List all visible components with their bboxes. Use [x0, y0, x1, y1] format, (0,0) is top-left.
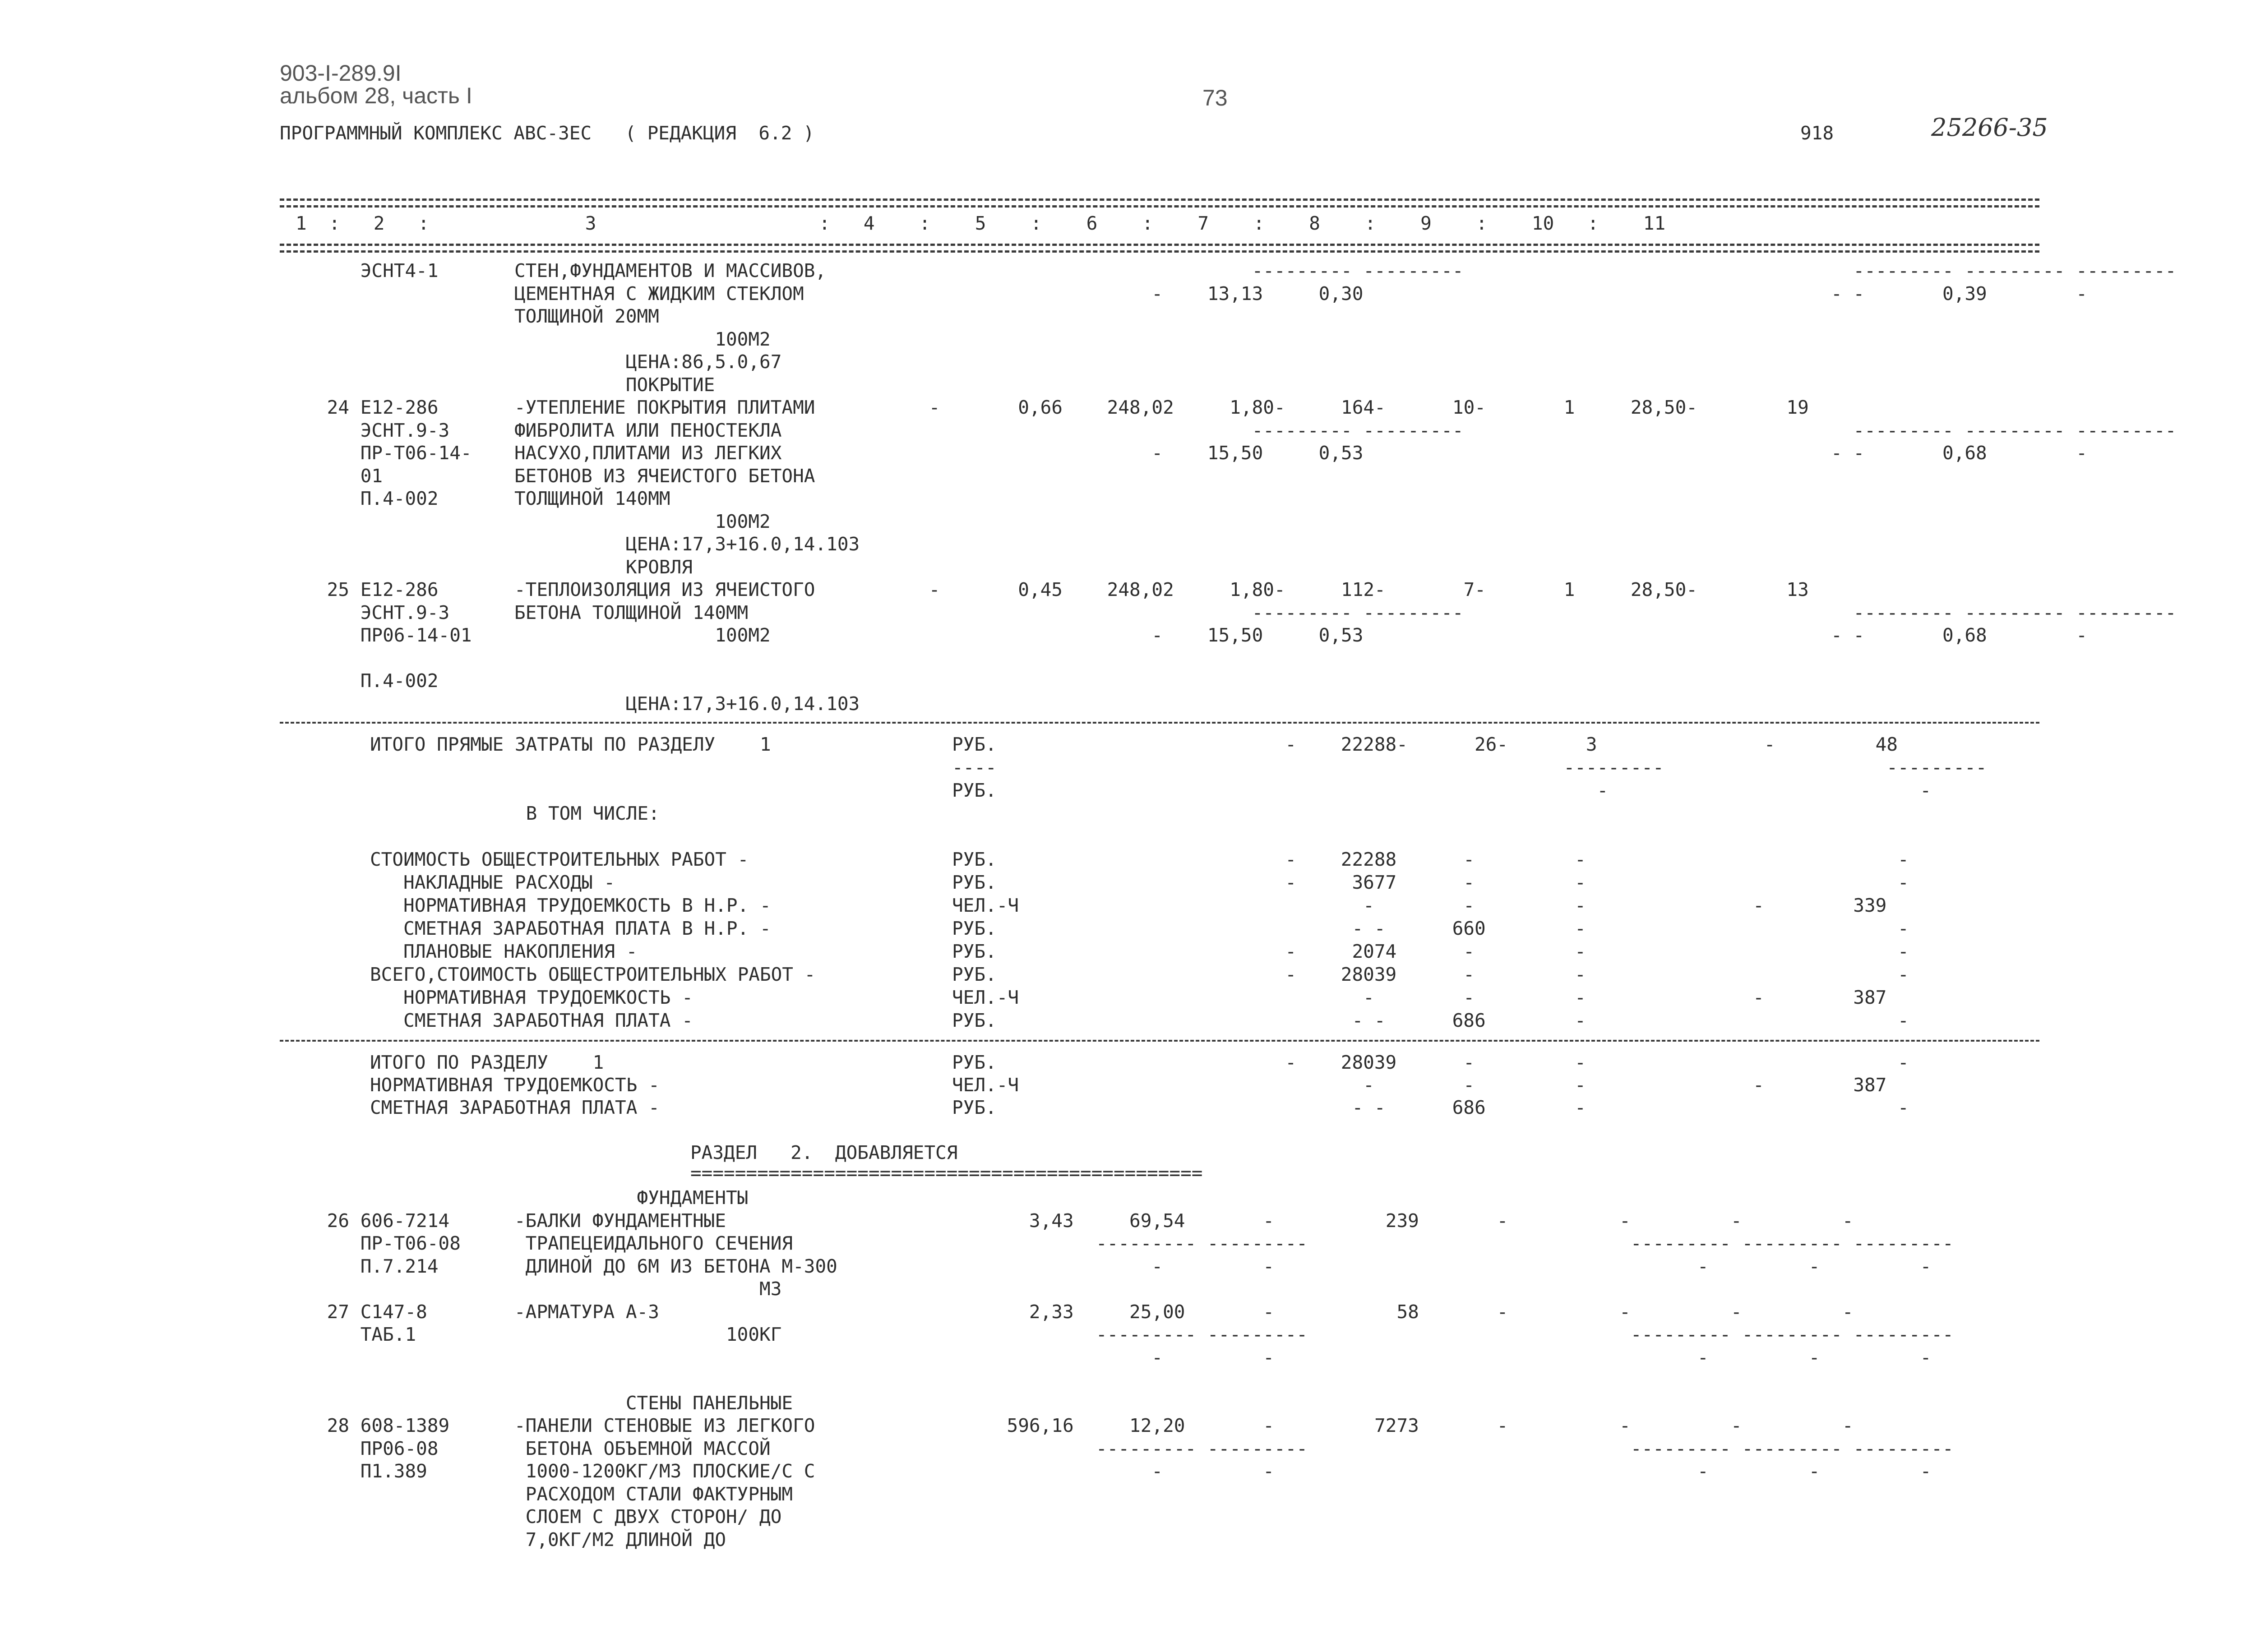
row-description: БЕТОНА ТОЛЩИНОЙ 140ММ: [514, 601, 749, 623]
summary-label: СМЕТНАЯ ЗАРАБОТНАЯ ПЛАТА В Н.Р. -: [370, 918, 771, 939]
row-values: 3,43 69,54 - 239 - - - -: [884, 1209, 1854, 1232]
summary-label: СМЕТНАЯ ЗАРАБОТНАЯ ПЛАТА -: [370, 1097, 660, 1118]
section-2-underline: ==============================================: [690, 1162, 1203, 1184]
row-values: - 13,13 0,30 - - 0,39 -: [884, 282, 2087, 305]
row-values: --------- --------- --------- --------- ---------: [884, 1232, 1954, 1254]
summary-values: - 28039 - - -: [1051, 1052, 1909, 1073]
row-code: ЭСНТ4-1: [316, 260, 439, 281]
row-values: - 0,45 248,02 1,80- 112- 7- 1 28,50- 13: [884, 579, 1809, 600]
row-values: - 0,66 248,02 1,80- 164- 10- 1 28,50- 19: [884, 397, 1809, 418]
program-title: ПРОГРАММНЫЙ КОМПЛЕКС АВС-3ЕС ( РЕДАКЦИЯ 6.2 ): [280, 122, 814, 144]
row-values: --------- --------- --------- --------- ---------: [884, 419, 2177, 441]
row-description: ПОКРЫТИЕ: [514, 374, 715, 396]
row-values: 2,33 25,00 - 58 - - - -: [884, 1301, 1854, 1323]
table-top-rule: [280, 198, 2039, 201]
row-code: П1.389: [316, 1460, 427, 1482]
row-description: 100М2: [514, 624, 771, 646]
row-description: БЕТОНОВ ИЗ ЯЧЕИСТОГО БЕТОНА: [514, 465, 815, 487]
summary-unit: ЧЕЛ.-Ч: [952, 987, 1019, 1008]
row-description: НАСУХО,ПЛИТАМИ ИЗ ЛЕГКИХ: [514, 442, 782, 464]
row-values: - 15,50 0,53 - - 0,68 -: [884, 442, 2087, 464]
summary-values: - - - - 387: [1051, 987, 1887, 1008]
row-description: 100М2: [514, 510, 771, 532]
summary-label: ИТОГО ПРЯМЫЕ ЗАТРАТЫ ПО РАЗДЕЛУ 1: [370, 734, 771, 755]
summary-unit: ----: [952, 757, 997, 778]
row-code: ТАБ.1: [316, 1324, 416, 1345]
row-values: - - - - -: [884, 1255, 1932, 1277]
row-code: П.4-002: [316, 488, 439, 509]
summary-values: - 22288- 26- 3 - 48: [1051, 734, 1898, 755]
row-code: 27 С147-8: [316, 1301, 427, 1323]
summary-label: В ТОМ ЧИСЛЕ:: [370, 803, 660, 824]
table-top-rule-2: [280, 205, 2039, 208]
row-description: -ПАНЕЛИ СТЕНОВЫЕ ИЗ ЛЕГКОГО: [514, 1415, 815, 1436]
summary-values: - 2074 - - -: [1051, 941, 1909, 962]
row-values: --------- --------- --------- --------- ---------: [884, 260, 2177, 281]
row-description: ЦЕМЕНТНАЯ С ЖИДКИМ СТЕКЛОМ: [514, 282, 804, 305]
row-code: П.4-002: [316, 670, 439, 692]
row-description: -АРМАТУРА А-3: [514, 1301, 659, 1323]
row-code: ЭСНТ.9-3: [316, 419, 450, 441]
summary-unit: ЧЕЛ.-Ч: [952, 1074, 1019, 1096]
summary-label: НОРМАТИВНАЯ ТРУДОЕМКОСТЬ -: [370, 987, 693, 1008]
row-values: 596,16 12,20 - 7273 - - - -: [884, 1415, 1854, 1436]
row-values: - - - - -: [884, 1460, 1932, 1482]
archive-number: 25266-35: [1931, 113, 2048, 142]
row-description: БЕТОНА ОБЪЕМНОЙ МАССОЙ: [514, 1437, 771, 1459]
row-values: --------- --------- --------- --------- ---------: [884, 1437, 1954, 1459]
album-label: альбом 28, часть I: [280, 83, 472, 108]
summary-values: - - - - 387: [1051, 1074, 1887, 1096]
row-values: - 15,50 0,53 - - 0,68 -: [884, 624, 2087, 646]
row-description: СЛОЕМ С ДВУХ СТОРОН/ ДО: [514, 1506, 782, 1527]
column-header-rule-2: [280, 250, 2039, 253]
section-total-rule: [280, 1040, 2039, 1042]
row-description: 1000-1200КГ/М3 ПЛОСКИЕ/С С: [514, 1460, 815, 1482]
row-code: 25 Е12-286: [316, 579, 439, 600]
page-number: 73: [1202, 85, 1228, 111]
column-header-row: 1 : 2 : 3 : 4 : 5 : 6 : 7 : 8 : 9 : 10 : 11: [296, 212, 1666, 234]
row-description: ФИБРОЛИТА ИЛИ ПЕНОСТЕКЛА: [514, 419, 782, 441]
row-code: 28 608-1389: [316, 1415, 450, 1436]
summary-unit: РУБ.: [952, 872, 997, 893]
row-description: ЦЕНА:17,3+16.0,14.103: [514, 533, 860, 555]
row-code: ЭСНТ.9-3: [316, 601, 450, 623]
section-2-title: РАЗДЕЛ 2. ДОБАВЛЯЕТСЯ: [690, 1142, 958, 1163]
summary-label: НОРМАТИВНАЯ ТРУДОЕМКОСТЬ -: [370, 1074, 660, 1096]
summary-label: СМЕТНАЯ ЗАРАБОТНАЯ ПЛАТА -: [370, 1010, 693, 1031]
row-code: 24 Е12-286: [316, 397, 439, 418]
row-description: РАСХОДОМ СТАЛИ ФАКТУРНЫМ: [514, 1483, 793, 1505]
row-description: М3: [514, 1278, 782, 1300]
summary-values: --------- ---------: [1051, 757, 1987, 778]
summary-values: - - 686 - -: [1051, 1010, 1909, 1031]
row-description: ЦЕНА:17,3+16.0,14.103: [514, 692, 860, 715]
summary-unit: РУБ.: [952, 918, 997, 939]
summary-unit: ЧЕЛ.-Ч: [952, 895, 1019, 916]
row-description: 7,0КГ/М2 ДЛИНОЙ ДО: [514, 1528, 726, 1550]
row-code: ПР-Т06-08: [316, 1232, 461, 1254]
summary-unit: РУБ.: [952, 941, 997, 962]
summary-values: - 3677 - - -: [1051, 872, 1909, 893]
row-values: - - - - -: [884, 1346, 1932, 1368]
row-description: 100КГ: [514, 1324, 782, 1345]
row-code: 01: [316, 465, 383, 487]
summary-unit: РУБ.: [952, 964, 997, 985]
row-code: ПР06-08: [316, 1437, 439, 1459]
row-code: П.7.214: [316, 1255, 439, 1277]
summary-label: ПЛАНОВЫЕ НАКОПЛЕНИЯ -: [370, 941, 638, 962]
summary-unit: РУБ.: [952, 1052, 997, 1073]
row-description: ТОЛЩИНОЙ 140ММ: [514, 488, 670, 509]
summary-values: - - - - 339: [1051, 895, 1887, 916]
summary-values: - - 660 - -: [1051, 918, 1909, 939]
summary-unit: РУБ.: [952, 780, 997, 801]
row-description: ТРАПЕЦЕИДАЛЬНОГО СЕЧЕНИЯ: [514, 1232, 793, 1254]
row-description: -БАЛКИ ФУНДАМЕНТНЫЕ: [514, 1209, 726, 1232]
summary-label: НАКЛАДНЫЕ РАСХОДЫ -: [370, 872, 615, 893]
row-code: 26 606-7214: [316, 1209, 450, 1232]
row-values: --------- --------- --------- --------- ---------: [884, 601, 2177, 623]
sheet-number: 918: [1800, 122, 1834, 144]
row-code: ПР-Т06-14-: [316, 442, 472, 464]
summary-values: - - 686 - -: [1051, 1097, 1909, 1118]
summary-label: ИТОГО ПО РАЗДЕЛУ 1: [370, 1052, 604, 1073]
summary-label: СТОИМОСТЬ ОБЩЕСТРОИТЕЛЬНЫХ РАБОТ -: [370, 849, 749, 870]
row-description: -ТЕПЛОИЗОЛЯЦИЯ ИЗ ЯЧЕИСТОГО: [514, 579, 815, 600]
row-description: СТЕН,ФУНДАМЕНТОВ И МАССИВОВ,: [514, 260, 827, 281]
row-description: ДЛИНОЙ ДО 6М ИЗ БЕТОНА М-300: [514, 1255, 837, 1277]
summary-top-rule: [280, 722, 2039, 724]
summary-label: ВСЕГО,СТОИМОСТЬ ОБЩЕСТРОИТЕЛЬНЫХ РАБОТ -: [370, 964, 816, 985]
summary-unit: РУБ.: [952, 1097, 997, 1118]
row-code: ПР06-14-01: [316, 624, 472, 646]
summary-unit: РУБ.: [952, 734, 997, 755]
row-description: ЦЕНА:86,5.0,67: [514, 351, 782, 373]
summary-unit: РУБ.: [952, 849, 997, 870]
row-description: 100М2: [514, 328, 771, 350]
document-code: 903-I-289.9I: [280, 60, 402, 86]
row-description: СТЕНЫ ПАНЕЛЬНЫЕ: [514, 1392, 793, 1414]
row-description: ТОЛЩИНОЙ 20ММ: [514, 305, 659, 327]
summary-label: НОРМАТИВНАЯ ТРУДОЕМКОСТЬ В Н.Р. -: [370, 895, 771, 916]
summary-unit: РУБ.: [952, 1010, 997, 1031]
row-description: КРОВЛЯ: [514, 556, 693, 578]
summary-values: - 28039 - - -: [1051, 964, 1909, 985]
row-description: ФУНДАМЕНТЫ: [514, 1187, 749, 1209]
summary-values: - 22288 - - -: [1051, 849, 1909, 870]
column-header-rule: [280, 244, 2039, 246]
row-description: -УТЕПЛЕНИЕ ПОКРЫТИЯ ПЛИТАМИ: [514, 397, 815, 418]
row-values: --------- --------- --------- --------- ---------: [884, 1324, 1954, 1345]
summary-values: - -: [1051, 780, 1932, 801]
